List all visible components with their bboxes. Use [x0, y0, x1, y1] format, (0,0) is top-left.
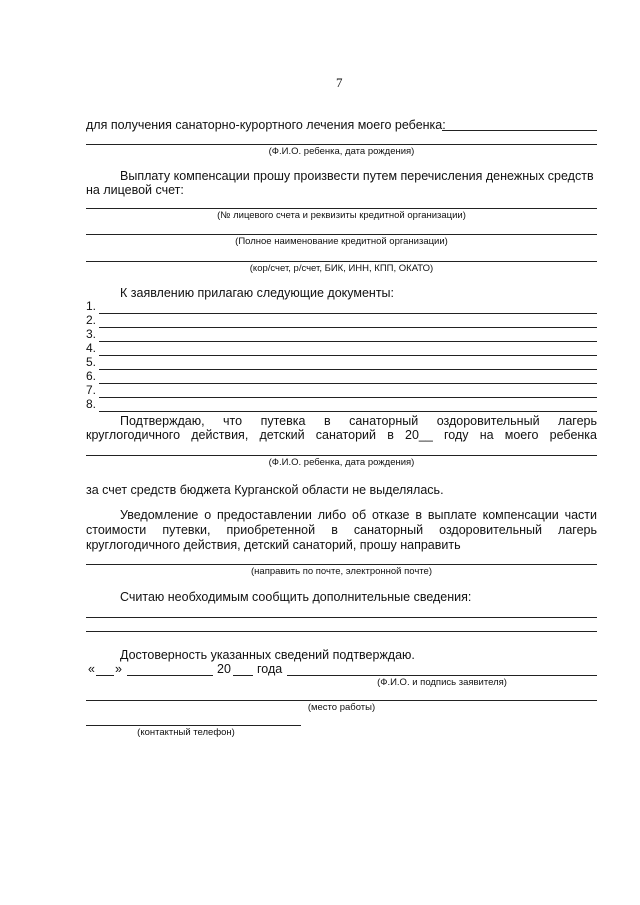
notice-text-line3: круглогодичного действия, детский санаторий, прошу направить [86, 538, 461, 552]
date-day-blank [96, 675, 114, 676]
child-name-caption: (Ф.И.О. ребенка, дата рождения) [268, 146, 415, 157]
signature-confirm-text: Достоверность указанных сведений подтверждаю. [120, 648, 415, 662]
delivery-method-caption: (направить по почте, электронной почте) [251, 566, 432, 577]
document-item-number: 7. [86, 383, 97, 397]
documents-heading: К заявлению прилагаю следующие документы: [120, 286, 394, 300]
document-item-number: 3. [86, 327, 97, 341]
additional-blank [86, 631, 597, 632]
document-item-blank [99, 341, 597, 342]
document-item-number: 4. [86, 341, 97, 355]
child-intro-blank [442, 130, 597, 131]
document-item-number: 2. [86, 313, 97, 327]
bank-details-blank [86, 261, 597, 262]
date-year-blank [233, 675, 253, 676]
phone-caption: (контактный телефон) [137, 727, 235, 738]
confirm-text-line2: круглогодичного действия, детский санаторий в 20__ году на моего ребенка [86, 428, 597, 442]
notice-text-line1: Уведомление о предоставлении либо об отказе в выплате компенсации части [120, 508, 597, 522]
signature-caption: (Ф.И.О. и подпись заявителя) [377, 677, 507, 688]
page-number: 7 [336, 75, 343, 90]
additional-blank [86, 617, 597, 618]
date-month-blank [127, 675, 213, 676]
child-intro-text: для получения санаторно-курортного лечения моего ребенка: [86, 118, 446, 132]
confirm-child-caption: (Ф.И.О. ребенка, дата рождения) [268, 457, 415, 468]
document-item-blank [99, 411, 597, 412]
payment-text-line2: на лицевой счет: [86, 183, 184, 197]
account-caption: (№ лицевого счета и реквизиты кредитной организации) [217, 210, 466, 221]
document-item-number: 1. [86, 299, 97, 313]
delivery-method-blank [86, 564, 597, 565]
payment-text-line1: Выплату компенсации прошу произвести путем перечисления денежных средств [120, 169, 594, 183]
confirm-text-line1: Подтверждаю, что путевка в санаторный оздоровительный лагерь [120, 414, 597, 428]
document-item-number: 8. [86, 397, 97, 411]
document-item-blank [99, 383, 597, 384]
document-item-blank [99, 355, 597, 356]
document-item-blank [99, 397, 597, 398]
additional-heading: Считаю необходимым сообщить дополнительные сведения: [120, 590, 472, 604]
bank-details-caption: (кор/счет, р/счет, БИК, ИНН, КПП, ОКАТО) [249, 263, 434, 274]
document-item-blank [99, 313, 597, 314]
workplace-blank [86, 700, 597, 701]
confirm-child-blank [86, 455, 597, 456]
signature-blank [287, 675, 597, 676]
document-item-blank [99, 369, 597, 370]
account-blank [86, 208, 597, 209]
child-name-blank [86, 144, 597, 145]
date-year-prefix: 20 [217, 662, 231, 676]
bank-name-caption: (Полное наименование кредитной организации) [235, 236, 448, 247]
document-item-number: 5. [86, 355, 97, 369]
workplace-caption: (место работы) [307, 702, 376, 713]
date-close-quote: » [115, 662, 122, 676]
bank-name-blank [86, 234, 597, 235]
notice-text-line2: стоимости путевки, приобретенной в санаторный оздоровительный лагерь [86, 523, 597, 537]
confirm-closing-text: за счет средств бюджета Курганской области не выделялась. [86, 483, 444, 497]
document-item-number: 6. [86, 369, 97, 383]
date-year-suffix: года [257, 662, 283, 676]
date-open-quote: « [88, 662, 95, 676]
phone-blank [86, 725, 301, 726]
document-item-blank [99, 327, 597, 328]
